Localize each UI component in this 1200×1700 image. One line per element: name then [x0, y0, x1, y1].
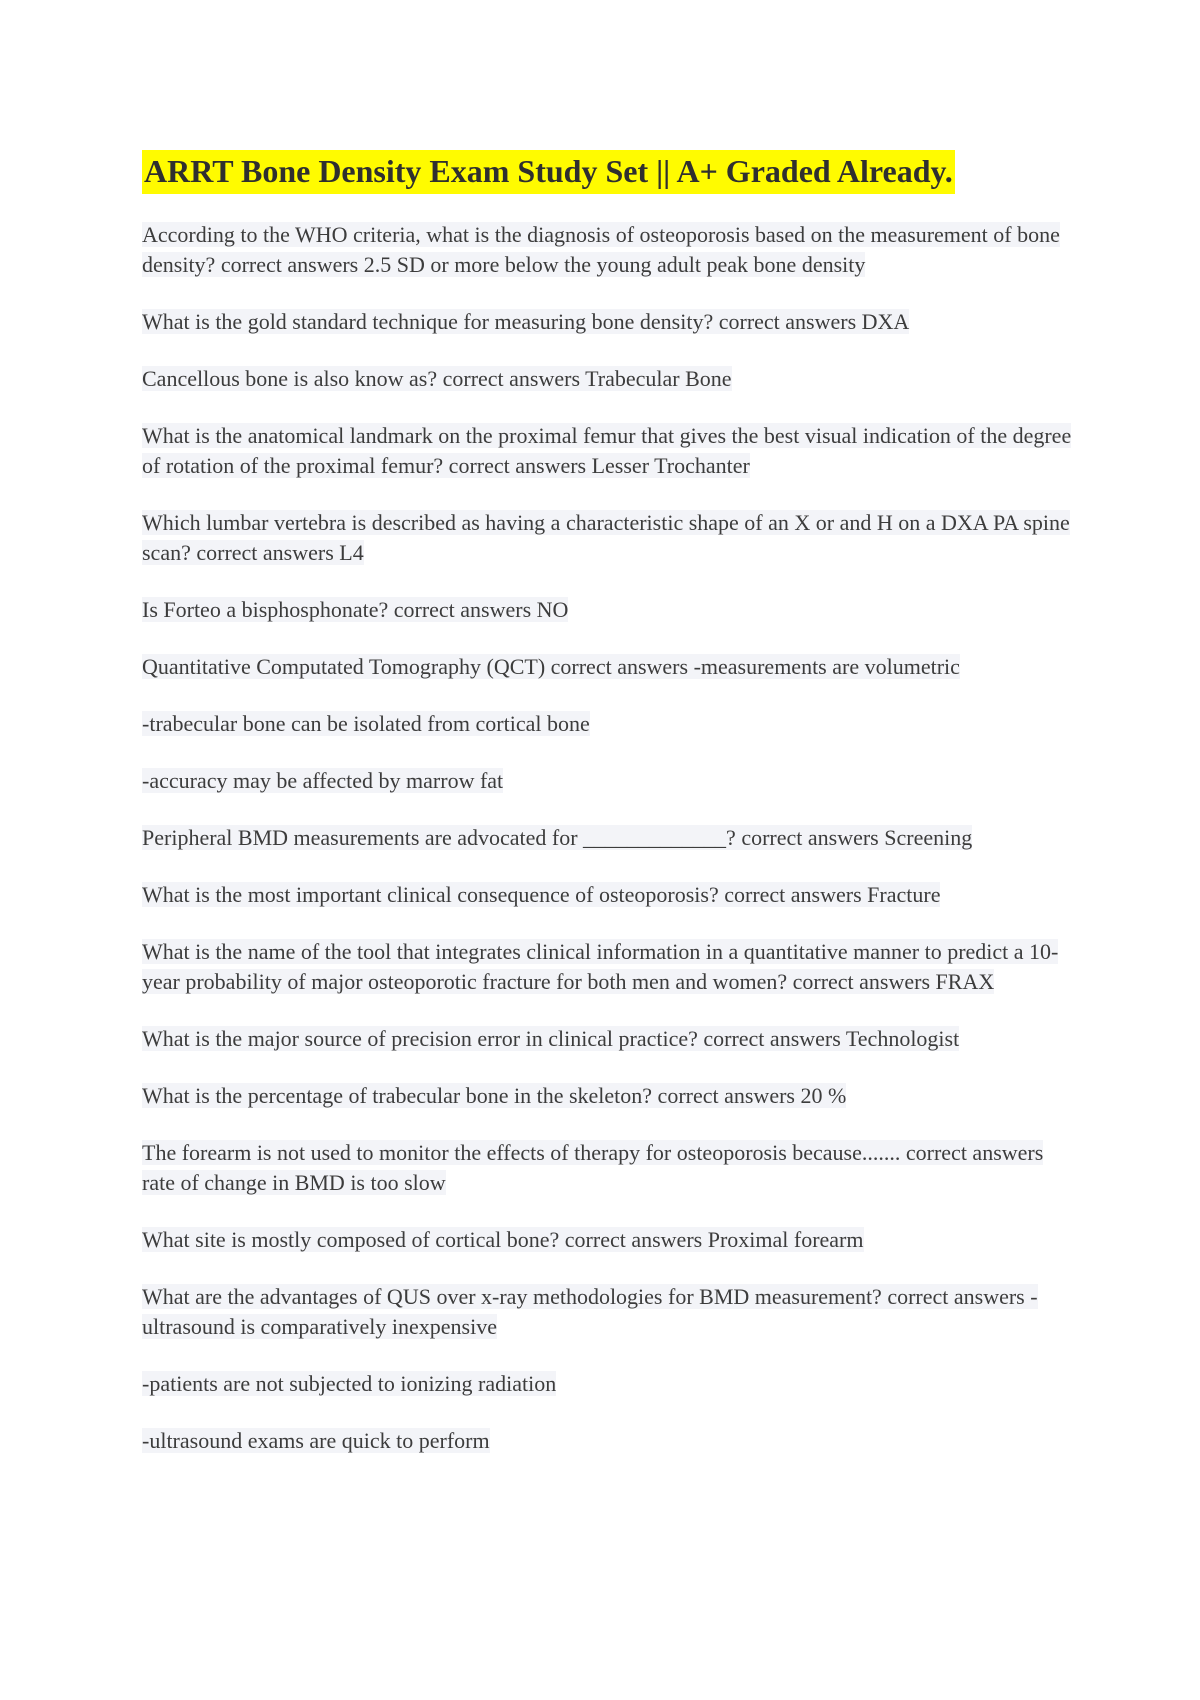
qa-text: What is the name of the tool that integrates clinical information in a quantitative manner to predict a 10-year probability of major osteoporotic fracture for both men and women? correct answers FRAX	[142, 939, 1059, 994]
qa-text: The forearm is not used to monitor the effects of therapy for osteoporosis because....... correct answers rate of change in BMD is too slow	[142, 1140, 1044, 1195]
qa-paragraph	[142, 220, 1072, 280]
qa-list	[142, 220, 1072, 1456]
qa-paragraph	[142, 307, 1072, 337]
qa-paragraph	[142, 1369, 1072, 1399]
qa-paragraph	[142, 421, 1072, 481]
qa-paragraph	[142, 364, 1072, 394]
qa-paragraph	[142, 1138, 1072, 1198]
qa-text: What is the major source of precision error in clinical practice? correct answers Technologist	[142, 1026, 960, 1051]
qa-paragraph	[142, 595, 1072, 625]
qa-paragraph	[142, 1225, 1072, 1255]
document-page	[142, 150, 1072, 1483]
qa-paragraph	[142, 937, 1072, 997]
qa-text: What is the percentage of trabecular bone in the skeleton? correct answers 20 %	[142, 1083, 847, 1108]
qa-text: What are the advantages of QUS over x-ray methodologies for BMD measurement? correct answers -ultrasound is comparatively inexpensive	[142, 1284, 1038, 1339]
qa-paragraph	[142, 1426, 1072, 1456]
qa-paragraph	[142, 508, 1072, 568]
qa-paragraph	[142, 880, 1072, 910]
qa-text: What is the most important clinical consequence of osteoporosis? correct answers Fracture	[142, 882, 941, 907]
qa-text: -trabecular bone can be isolated from cortical bone	[142, 711, 590, 736]
document-title: ARRT Bone Density Exam Study Set || A+ Graded Already.	[142, 150, 955, 194]
qa-text: What site is mostly composed of cortical bone? correct answers Proximal forearm	[142, 1227, 864, 1252]
qa-text: -accuracy may be affected by marrow fat	[142, 768, 504, 793]
qa-text: Quantitative Computated Tomography (QCT) correct answers -measurements are volumetric	[142, 654, 960, 679]
qa-text: -patients are not subjected to ionizing radiation	[142, 1371, 557, 1396]
qa-text: -ultrasound exams are quick to perform	[142, 1428, 490, 1453]
qa-text: What is the gold standard technique for measuring bone density? correct answers DXA	[142, 309, 910, 334]
qa-text: Which lumbar vertebra is described as having a characteristic shape of an X or and H on a DXA PA spine scan? correct answers L4	[142, 510, 1070, 565]
qa-paragraph	[142, 766, 1072, 796]
qa-text: Is Forteo a bisphosphonate? correct answers NO	[142, 597, 569, 622]
qa-text: According to the WHO criteria, what is the diagnosis of osteoporosis based on the measurement of bone density? correct answers 2.5 SD or more below the young adult peak bone density	[142, 222, 1060, 277]
qa-text: What is the anatomical landmark on the proximal femur that gives the best visual indication of the degree of rotation of the proximal femur? correct answers Lesser Trochanter	[142, 423, 1072, 478]
qa-paragraph	[142, 652, 1072, 682]
qa-paragraph	[142, 1282, 1072, 1342]
qa-paragraph	[142, 823, 1072, 853]
qa-text: Peripheral BMD measurements are advocated for _____________? correct answers Screening	[142, 825, 973, 850]
qa-paragraph	[142, 709, 1072, 739]
qa-paragraph	[142, 1024, 1072, 1054]
qa-paragraph	[142, 1081, 1072, 1111]
qa-text: Cancellous bone is also know as? correct answers Trabecular Bone	[142, 366, 732, 391]
